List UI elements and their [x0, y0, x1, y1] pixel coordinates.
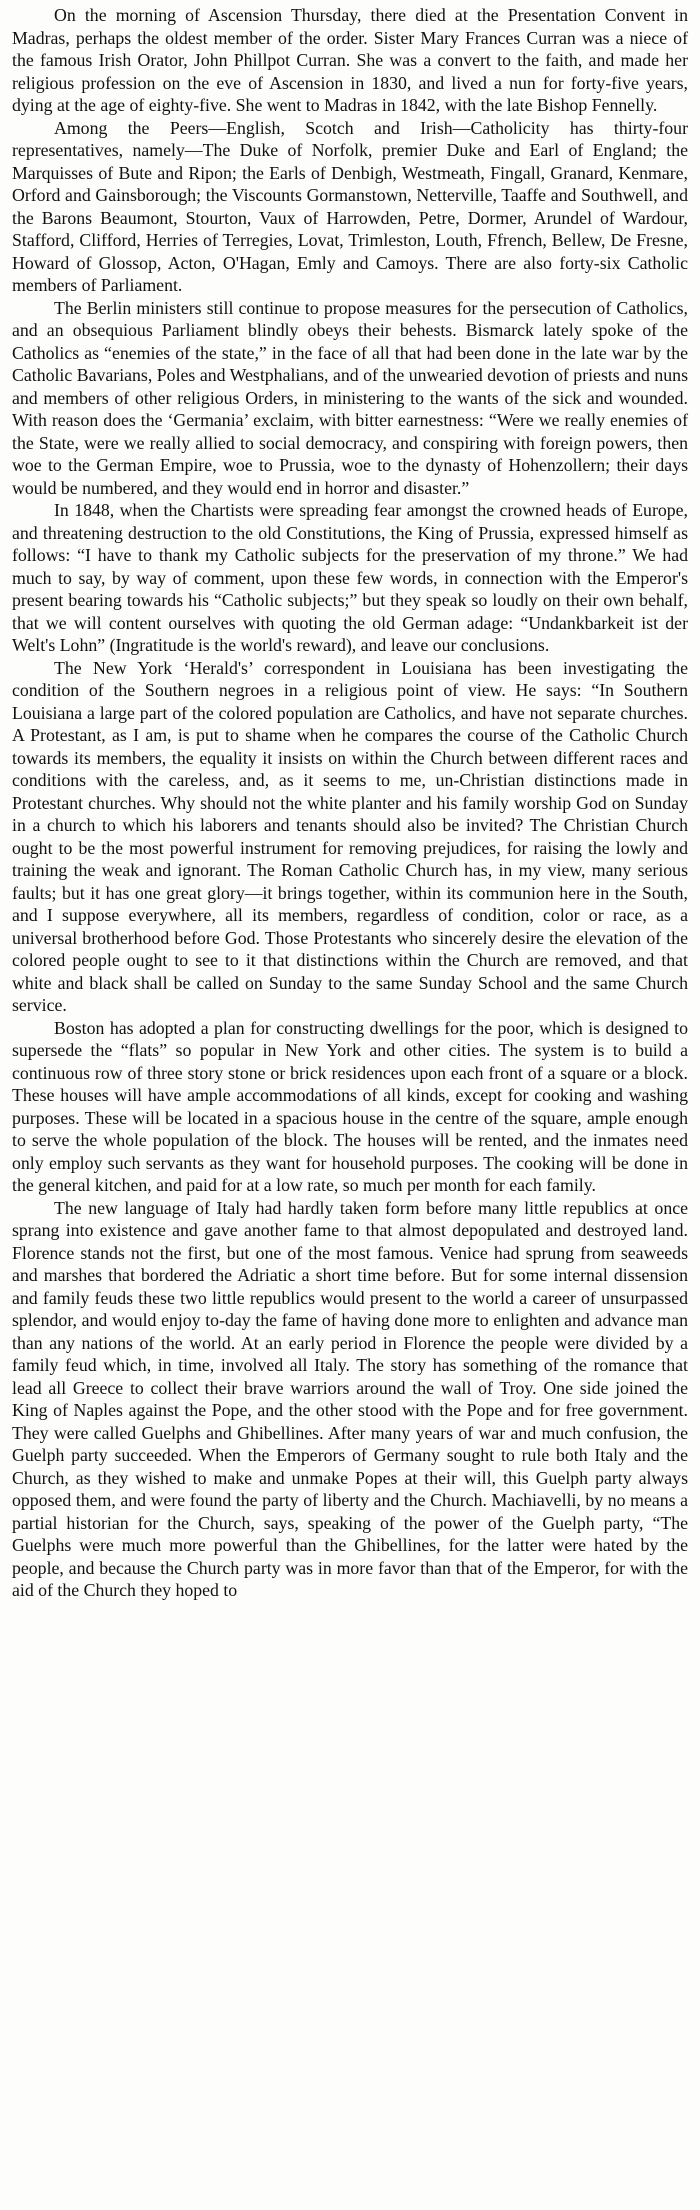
paragraph-italian-republics: The new language of Italy had hardly taken form before many little republics at once sprang into existence and gave another fame to that almost depopulated and destroyed land. Florence stands not the first, but one of the most famous. Venice had sprung from seaweeds and marshes that bordered the Adriatic a short time before. But for some internal dissension and family feuds these two little republics would present to the world a career of unsurpassed splendor, and would enjoy to-day the fame of having done more to enlighten and advance man than any nations of the world. At an early period in Florence the people were divided by a family feud which, in time, involved all Italy. The story has something of the romance that lead all Greece to collect their brave warriors around the wall of Troy. One side joined the King of Naples against the Pope, and the other stood with the Pope and for free government. They were called Guelphs and Ghibellines. After many years of war and much confusion, the Guelph party succeeded. When the Emperors of Germany sought to rule both Italy and the Church, as they wished to make and unmake Popes at their will, this Guelph party always opposed them, and were found the party of liberty and the Church. Machiavelli, by no means a partial historian for the Church, says, speaking of the power of the Guelph party, “The Guelphs were much more powerful than the Ghibellines, for the latter were hated by the people, and because the Church party was in more favor than that of the Emperor, for with the aid of the Church they hoped to — [12, 1197, 688, 1600]
paragraph-boston-dwellings: Boston has adopted a plan for constructing dwellings for the poor, which is designed to supersede the “flats” so popular in New York and other cities. The system is to build a continuous row of three story stone or brick residences upon each front of a square or a block. These houses will have ample accommodations of all kinds, except for cooking and washing purposes. These will be located in a spacious house in the centre of the square, ample enough to serve the whole population of the block. The houses will be rented, and the inmates need only employ such servants as they want for household purposes. The cooking will be done in the general kitchen, and paid for at a low rate, so much per month for each family. — [12, 1017, 688, 1195]
paragraph-catholic-peers: Among the Peers—English, Scotch and Irish—Catholicity has thirty-four representatives, namely—The Duke of Norfolk, premier Duke and Earl of England; the Marquisses of Bute and Ripon; the Earls of Denbigh, Westmeath, Fingall, Granard, Kenmare, Orford and Gainsborough; the Viscounts Gormanstown, Netterville, Taaffe and Southwell, and the Barons Beaumont, Stourton, Vaux of Harrowden, Petre, Dormer, Arundel of Wardour, Stafford, Clifford, Herries of Terregies, Lovat, Trimleston, Louth, Ffrench, Bellew, De Fresne, Howard of Glossop, Acton, O'Hagan, Emly and Camoys. There are also forty-six Catholic members of Parliament. — [12, 117, 688, 295]
paragraph-louisiana-herald: The New York ‘Herald's’ correspondent in Louisiana has been investigating the condition of the Southern negroes in a religious point of view. He says: “In Southern Louisiana a large part of the colored population are Catholics, and have not separate churches. A Protestant, as I am, is put to shame when he compares the course of the Catholic Church towards its members, the equality it insists on within the Church between different races and conditions with the careless, and, as it seems to me, un-Christian distinctions made in Protestant churches. Why should not the white planter and his family worship God on Sunday in a church to which his laborers and tenants should also be invited? The Christian Church ought to be the most powerful instrument for removing prejudices, for raising the lowly and training the weak and ignorant. The Roman Catholic Church has, in my view, many serious faults; but it has one great glory—it brings together, within its communion here in the South, and I suppose everywhere, all its members, regardless of condition, color or race, as a universal brotherhood before God. Those Protestants who sincerely desire the elevation of the colored people ought to see to it that distinctions within the Church are removed, and that white and black shall be called on Sunday to the same Sunday School and the same Church service. — [12, 657, 688, 1015]
paragraph-berlin-ministers: The Berlin ministers still continue to propose measures for the persecution of Catholics, and an obsequious Parliament blindly obeys their behests. Bismarck lately spoke of the Catholics as “enemies of the state,” in the face of all that had been done in the late war by the Catholic Bavarians, Poles and Westphalians, and of the unwearied devotion of priests and nuns and members of other religious Orders, in ministering to the wants of the sick and wounded. With reason does the ‘Germania’ exclaim, with bitter earnestness: “Were we really enemies of the State, were we really allied to social democracy, and conspiring with foreign powers, then woe to the German Empire, woe to Prussia, woe to the dynasty of Hohenzollern; their days would be numbered, and they would end in horror and disaster.” — [12, 297, 688, 498]
paragraph-king-of-prussia: In 1848, when the Chartists were spreading fear amongst the crowned heads of Europe, and threatening destruction to the old Constitutions, the King of Prussia, expressed himself as follows: “I have to thank my Catholic subjects for the preservation of my throne.” We had much to say, by way of comment, upon these few words, in connection with the Emperor's present bearing towards his “Catholic subjects;” but they speak so loudly on their own behalf, that we will content ourselves with quoting the old German adage: “Undankbarkeit ist der Welt's Lohn” (Ingratitude is the world's reward), and leave our conclusions. — [12, 500, 688, 655]
paragraph-curran-obituary: On the morning of Ascension Thursday, there died at the Presentation Convent in Madras, perhaps the oldest member of the order. Sister Mary Frances Curran was a niece of the famous Irish Orator, John Phillpot Curran. She was a convert to the faith, and made her religious profession on the eve of Ascension in 1830, and lived a nun for forty-five years, dying at the age of eighty-five. She went to Madras in 1842, with the late Bishop Fennelly. — [12, 5, 688, 115]
